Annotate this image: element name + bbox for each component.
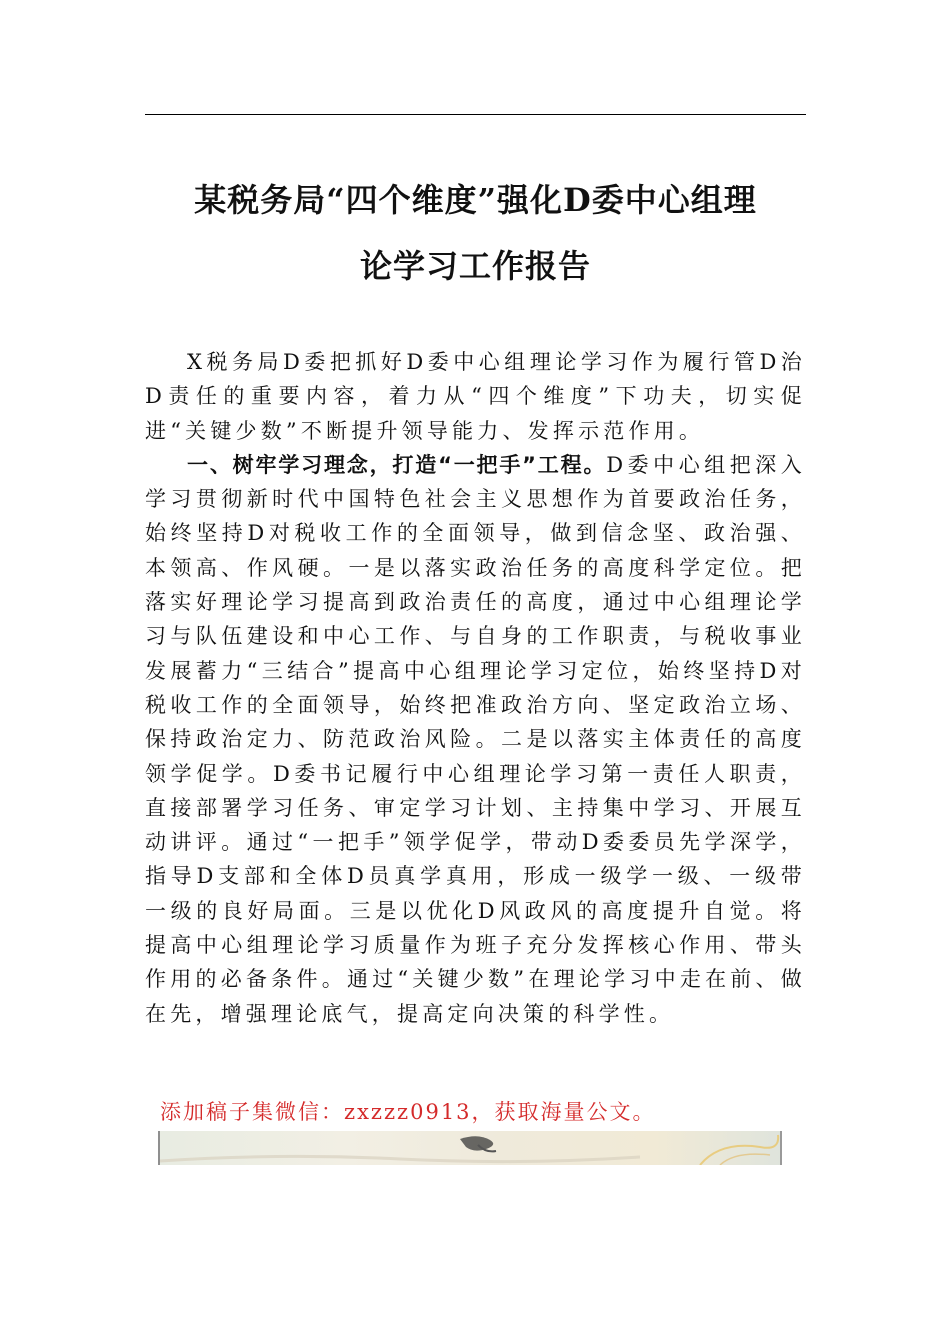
document-body bbox=[145, 345, 806, 1031]
decorative-banner-image bbox=[158, 1131, 782, 1165]
intro-paragraph: X税务局D委把抓好D委中心组理论学习作为履行管D治D责任的重要内容，着力从“四个维度”下功夫，切实促进“关键少数”不断提升领导能力、发挥示范作用。 bbox=[145, 350, 806, 443]
ink-landscape-icon bbox=[160, 1131, 780, 1165]
document-title-line1: 某税务局“四个维度”强化D委中心组理 bbox=[194, 181, 757, 219]
section1-paragraph bbox=[145, 448, 806, 1031]
document-title-line2: 论学习工作报告 bbox=[359, 247, 591, 285]
promo-text: 添加稿子集微信：zxzzz0913，获取海量公文。 bbox=[160, 1100, 656, 1124]
section1-body: D委中心组把深入学习贯彻新时代中国特色社会主义思想作为首要政治任务，始终坚持D对税收工作的全面领导，做到信念坚、政治强、本领高、作风硬。一是以落实政治任务的高度科学定位。把落实好理论学习提高到政治责任的高度，通过中心组理论学习与队伍建设和中心工作、与自身的工作职责，与税收事业发展蓄力“三结合”提高中心组理论学习定位，始终坚持D对税收工作的全面领导，始终把准政治方向、坚定政治立场、保持政治定力、防范政治风险。二是以落实主体责任的高度领学促学。D委书记履行中心组理论学习第一责任人职责，直接部署学习任务、审定学习计划、主持集中学习、开展互动讲评。通过“一把手”领学促学，带动D委委员先学深学，指导D支部和全体D员真学真用，形成一级学一级、一级带一级的良好局面。三是以优化D风政风的高度提升自觉。将提高中心组理论学习质量作为班子充分发挥核心作用、带头作用的必备条件。通过“关键少数”在理论学习中走在前、做在先，增强理论底气，提高定向决策的科学性。 bbox=[145, 452, 806, 1026]
section1-heading: 一、树牢学习理念，打造“一把手”工程。 bbox=[187, 452, 607, 477]
header-rule bbox=[145, 114, 806, 115]
